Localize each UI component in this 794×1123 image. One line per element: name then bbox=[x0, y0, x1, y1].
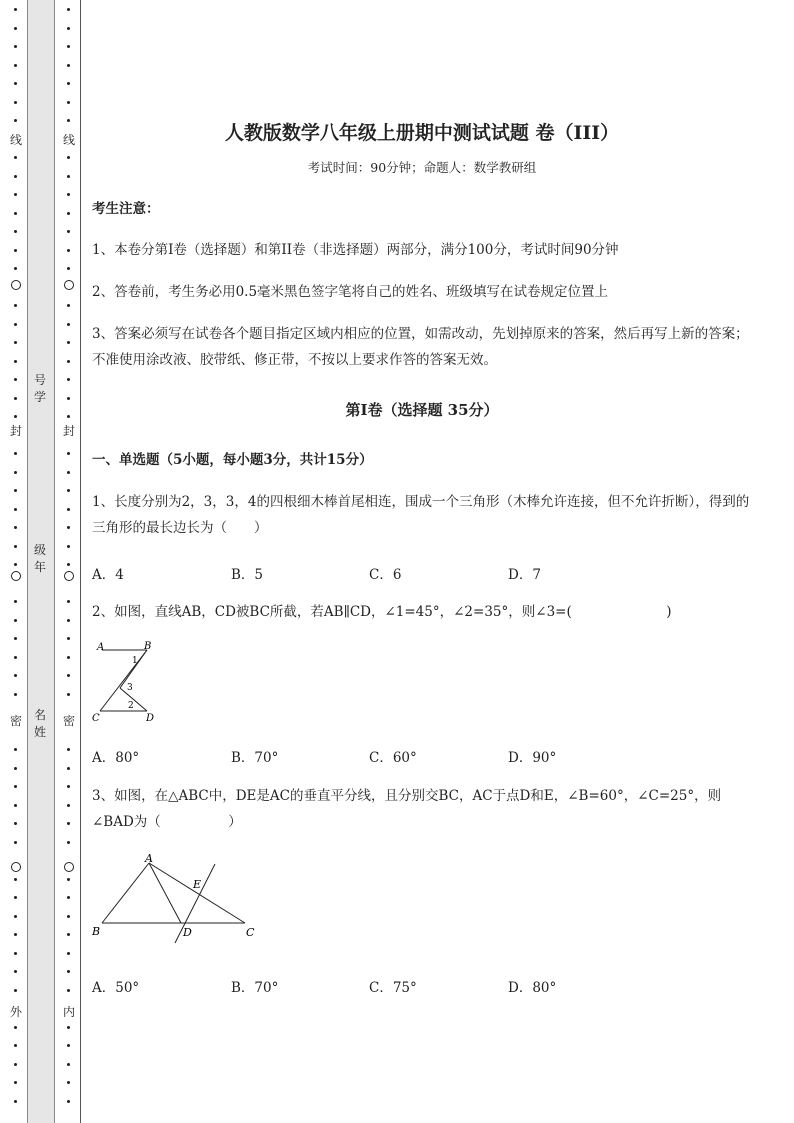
binding-dot bbox=[67, 193, 70, 196]
binding-dot bbox=[14, 304, 17, 307]
inner-char-mi: 密 bbox=[62, 714, 75, 728]
binding-dot bbox=[67, 952, 70, 955]
fig2-label-2: 2 bbox=[128, 701, 134, 711]
binding-dot bbox=[67, 156, 70, 159]
section-title: 第I卷（选择题 35分） bbox=[345, 401, 499, 419]
question-2-option-c: C．60° bbox=[369, 750, 417, 766]
binding-dot bbox=[67, 45, 70, 48]
question-3-stem: 3、如图，在△ABC中，DE是AC的垂直平分线，且分别交BC，AC于点D和E，∠B=60°，∠C=25°，则∠BAD为（ ） bbox=[92, 788, 722, 830]
binding-dot bbox=[14, 64, 17, 67]
binding-line bbox=[80, 0, 81, 1123]
binding-dot bbox=[14, 156, 17, 159]
binding-dot bbox=[14, 1100, 17, 1103]
binding-dot bbox=[14, 1026, 17, 1029]
page-title: 人教版数学八年级上册期中测试试题 卷（III） bbox=[224, 122, 620, 144]
binding-dot bbox=[67, 822, 70, 825]
binding-dot bbox=[14, 45, 17, 48]
binding-dot bbox=[14, 767, 17, 770]
binding-dot bbox=[14, 323, 17, 326]
question-1-option-b: B．5 bbox=[231, 567, 264, 583]
binding-dot bbox=[14, 341, 17, 344]
binding-dot bbox=[14, 896, 17, 899]
binding-dot bbox=[14, 1044, 17, 1047]
binding-dot bbox=[67, 397, 70, 400]
notice-heading: 考生注意： bbox=[92, 201, 160, 217]
fig3-label-d: D bbox=[183, 926, 192, 939]
binding-dot bbox=[14, 952, 17, 955]
binding-dot bbox=[14, 878, 17, 881]
binding-dot bbox=[67, 970, 70, 973]
binding-dot bbox=[67, 1026, 70, 1029]
binding-dot bbox=[67, 1044, 70, 1047]
binding-dot bbox=[67, 896, 70, 899]
binding-dot bbox=[14, 933, 17, 936]
inner-dot-column bbox=[62, 0, 76, 1123]
notice-item-2: 2、答卷前，考生务必用0.5毫米黑色签字笔将自己的姓名、班级填写在试卷规定位置上 bbox=[92, 284, 609, 300]
binding-dot bbox=[14, 989, 17, 992]
binding-dot bbox=[14, 693, 17, 696]
binding-dot bbox=[67, 656, 70, 659]
binding-dot bbox=[67, 304, 70, 307]
binding-dot bbox=[14, 841, 17, 844]
binding-dot bbox=[67, 212, 70, 215]
binding-dot bbox=[14, 212, 17, 215]
inner-char-xian: 线 bbox=[62, 133, 75, 147]
binding-dot bbox=[67, 323, 70, 326]
fig3-label-a: A bbox=[145, 852, 153, 865]
binding-dot bbox=[14, 360, 17, 363]
binding-dot bbox=[14, 637, 17, 640]
binding-hole-ring bbox=[11, 862, 21, 872]
binding-dot bbox=[67, 489, 70, 492]
notice-item-1: 1、本卷分第I卷（选择题）和第II卷（非选择题）两部分，满分100分，考试时间90分钟 bbox=[92, 242, 619, 258]
question-2-option-b: B．70° bbox=[231, 750, 279, 766]
binding-dot bbox=[14, 471, 17, 474]
fig2-label-1: 1 bbox=[132, 656, 138, 666]
binding-dot bbox=[14, 619, 17, 622]
binding-hole-ring bbox=[64, 280, 74, 290]
binding-dot bbox=[14, 267, 17, 270]
info-field-student-number: 号学 bbox=[33, 373, 46, 404]
binding-dot bbox=[14, 915, 17, 918]
exam-subtitle: 考试时间：90分钟；命题人：数学教研组 bbox=[307, 160, 537, 175]
binding-dot bbox=[14, 785, 17, 788]
binding-dot bbox=[67, 804, 70, 807]
outer-char-xian: 线 bbox=[9, 133, 22, 147]
binding-hole-ring bbox=[64, 862, 74, 872]
fig3-label-e: E bbox=[193, 878, 202, 891]
binding-hole-ring bbox=[11, 280, 21, 290]
fig2-label-c: C bbox=[92, 713, 100, 724]
side-ac bbox=[149, 863, 245, 923]
binding-dot bbox=[67, 1081, 70, 1084]
question-2-option-a: A．80° bbox=[92, 750, 140, 766]
binding-dot bbox=[67, 230, 70, 233]
binding-dot bbox=[14, 452, 17, 455]
notice-item-3: 3、答案必须写在试卷各个题目指定区域内相应的位置，如需改动，先划掉原来的答案，然后再写上新的答案；不准使用涂改液、胶带纸、修正带，不按以上要求作答的答案无效。 bbox=[92, 326, 749, 368]
binding-dot bbox=[67, 360, 70, 363]
binding-dot bbox=[14, 8, 17, 11]
binding-dot bbox=[14, 1063, 17, 1066]
binding-dot bbox=[67, 841, 70, 844]
binding-dot bbox=[67, 378, 70, 381]
binding-dot bbox=[67, 545, 70, 548]
binding-dot bbox=[67, 989, 70, 992]
binding-dot bbox=[14, 748, 17, 751]
binding-dot bbox=[14, 489, 17, 492]
binding-dot bbox=[67, 119, 70, 122]
binding-dot bbox=[14, 230, 17, 233]
binding-dot bbox=[67, 341, 70, 344]
segment-ad bbox=[149, 863, 181, 923]
binding-hole-ring bbox=[11, 571, 21, 581]
binding-dot bbox=[67, 563, 70, 566]
binding-hole-ring bbox=[64, 571, 74, 581]
side-ab bbox=[102, 863, 149, 923]
binding-dot bbox=[67, 27, 70, 30]
binding-dot bbox=[14, 175, 17, 178]
binding-dot bbox=[67, 637, 70, 640]
fig3-label-c: C bbox=[246, 926, 255, 939]
binding-dot bbox=[14, 415, 17, 418]
binding-dot bbox=[67, 1063, 70, 1066]
binding-dot bbox=[67, 508, 70, 511]
binding-dot bbox=[67, 600, 70, 603]
binding-dot bbox=[14, 563, 17, 566]
binding-dot bbox=[67, 64, 70, 67]
binding-dot bbox=[14, 378, 17, 381]
binding-dot bbox=[67, 785, 70, 788]
binding-dot bbox=[14, 249, 17, 252]
inner-char-feng: 封 bbox=[62, 424, 75, 438]
perpendicular-bisector bbox=[175, 864, 215, 943]
binding-dot bbox=[14, 970, 17, 973]
binding-dot bbox=[14, 822, 17, 825]
info-field-name: 名姓 bbox=[33, 708, 46, 739]
outer-char-wai: 外 bbox=[9, 1005, 22, 1019]
question-1-option-d: D．7 bbox=[508, 567, 541, 583]
binding-dot bbox=[14, 656, 17, 659]
binding-dot bbox=[67, 693, 70, 696]
binding-dot bbox=[14, 508, 17, 511]
binding-dot bbox=[67, 267, 70, 270]
binding-dot bbox=[67, 915, 70, 918]
binding-dot bbox=[14, 397, 17, 400]
fig2-label-3: 3 bbox=[127, 683, 133, 693]
binding-dot bbox=[67, 526, 70, 529]
inner-char-nei: 内 bbox=[62, 1005, 75, 1019]
binding-dot bbox=[67, 82, 70, 85]
binding-dot bbox=[67, 933, 70, 936]
question-2-stem: 2、如图，直线AB，CD被BC所截，若AB∥CD，∠1=45°，∠2=35°，则∠3=( ) bbox=[92, 604, 672, 620]
binding-dot bbox=[67, 452, 70, 455]
binding-dot bbox=[14, 193, 17, 196]
binding-dot bbox=[67, 175, 70, 178]
binding-dot bbox=[14, 674, 17, 677]
binding-dot bbox=[14, 600, 17, 603]
fig2-label-d: D bbox=[146, 713, 155, 724]
part-title: 一、单选题（5小题，每小题3分，共计15分） bbox=[92, 452, 373, 468]
outer-char-feng: 封 bbox=[9, 424, 22, 438]
binding-dot bbox=[14, 545, 17, 548]
binding-dot bbox=[67, 878, 70, 881]
binding-dot bbox=[67, 101, 70, 104]
question-3-option-d: D．80° bbox=[508, 980, 557, 996]
binding-dot bbox=[14, 804, 17, 807]
binding-dot bbox=[14, 101, 17, 104]
binding-dot bbox=[67, 8, 70, 11]
binding-dot bbox=[67, 674, 70, 677]
binding-dot bbox=[14, 1081, 17, 1084]
question-3-option-c: C．75° bbox=[369, 980, 417, 996]
binding-dot bbox=[67, 767, 70, 770]
question-2-figure bbox=[92, 638, 162, 726]
binding-dot bbox=[67, 249, 70, 252]
question-3-option-a: A．50° bbox=[92, 980, 140, 996]
fig3-label-b: B bbox=[92, 925, 101, 938]
question-2-option-d: D．90° bbox=[508, 750, 557, 766]
fig2-label-a: A bbox=[97, 642, 105, 653]
question-3-figure bbox=[92, 850, 262, 945]
question-1-option-a: A．4 bbox=[92, 567, 124, 583]
fig2-label-b: B bbox=[144, 641, 152, 652]
outer-dot-column bbox=[9, 0, 23, 1123]
binding-dot bbox=[67, 748, 70, 751]
question-1-stem: 1、长度分别为2，3，3，4的四根细木棒首尾相连，围成一个三角形（木棒允许连接，但不允许折断），得到的三角形的最长边长为（ ） bbox=[92, 494, 750, 536]
binding-dot bbox=[14, 526, 17, 529]
info-field-grade: 级年 bbox=[33, 543, 46, 574]
question-1-option-c: C．6 bbox=[369, 567, 402, 583]
binding-dot bbox=[14, 119, 17, 122]
question-3-option-b: B．70° bbox=[231, 980, 279, 996]
binding-dot bbox=[67, 1100, 70, 1103]
binding-dot bbox=[67, 415, 70, 418]
outer-char-mi: 密 bbox=[9, 714, 22, 728]
binding-dot bbox=[67, 471, 70, 474]
binding-dot bbox=[14, 27, 17, 30]
binding-dot bbox=[14, 82, 17, 85]
binding-dot bbox=[67, 619, 70, 622]
